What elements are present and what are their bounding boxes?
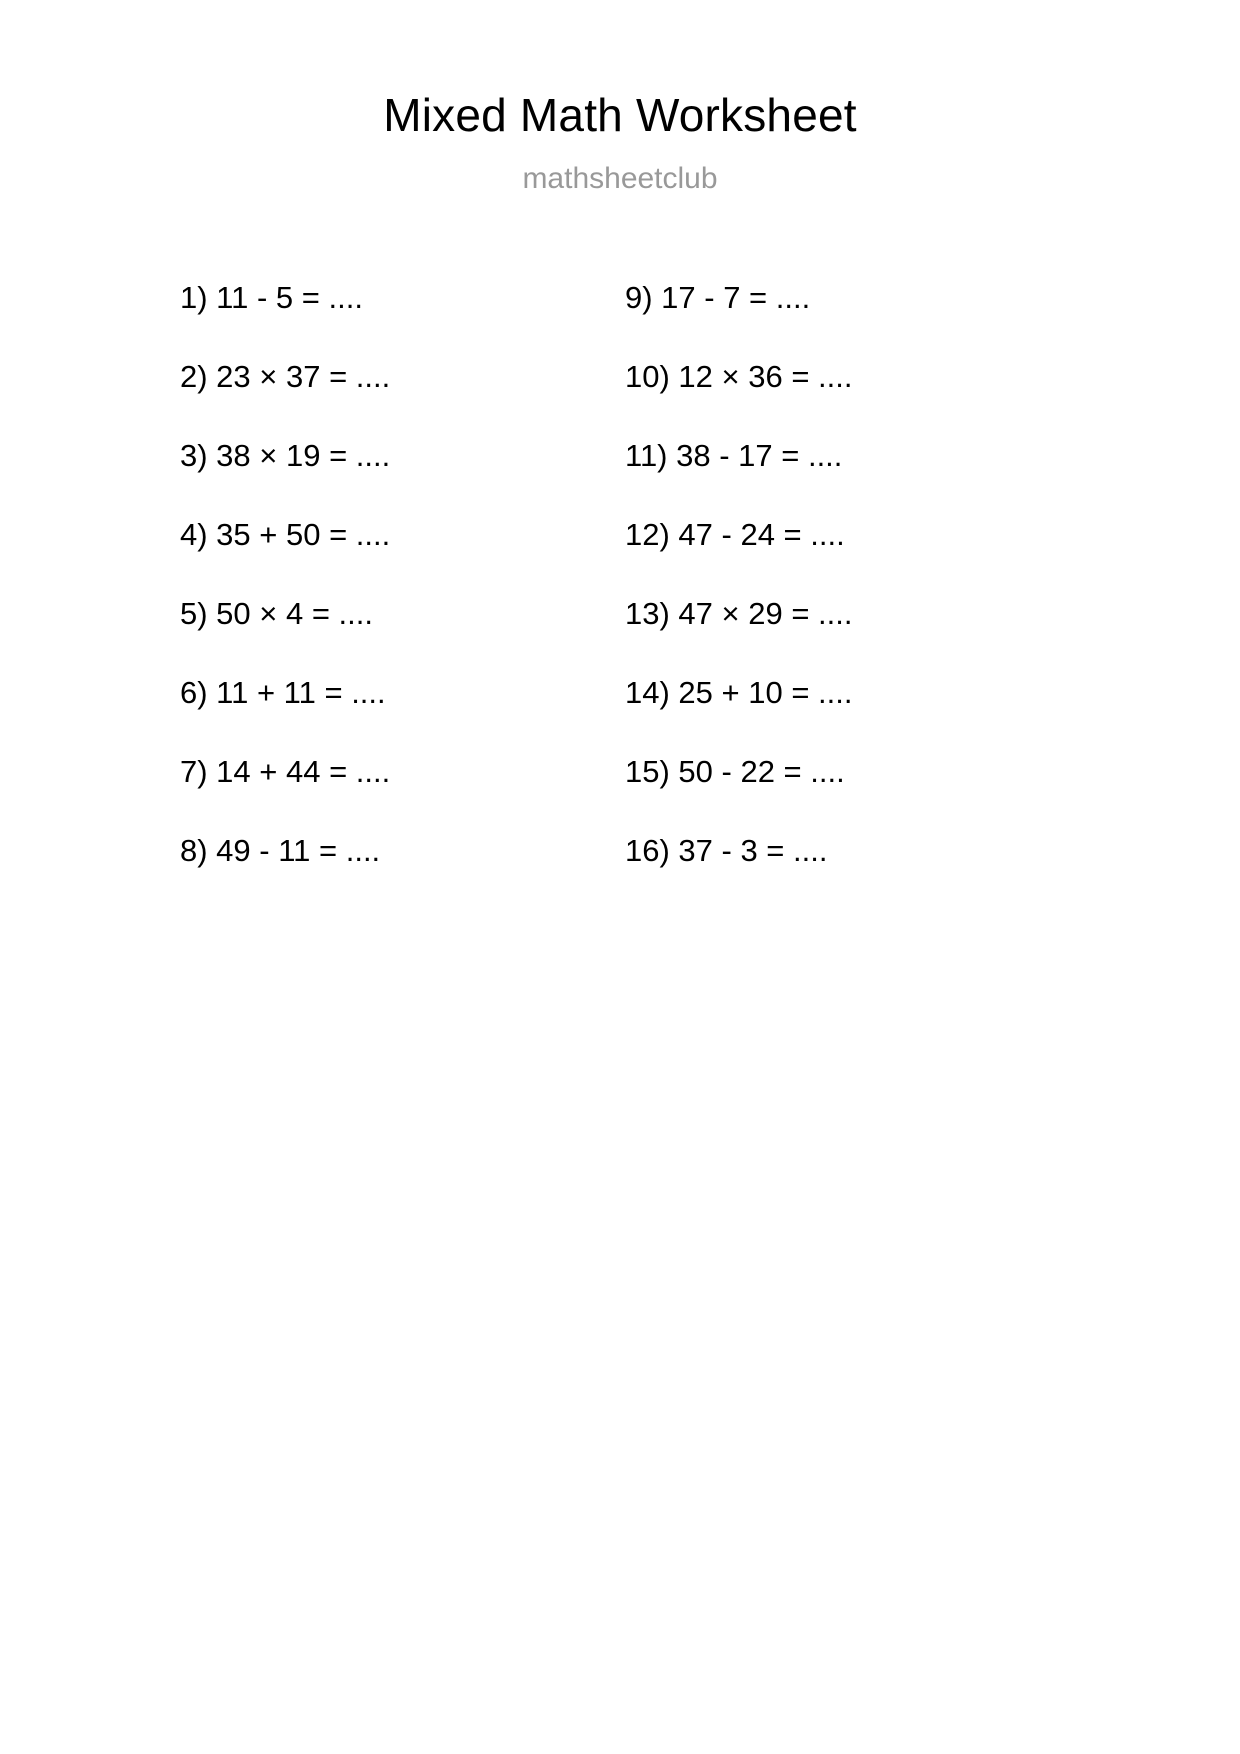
problem-item: 14) 25 + 10 = .... xyxy=(625,675,853,710)
problem-item: 9) 17 - 7 = .... xyxy=(625,280,811,315)
problem-item: 11) 38 - 17 = .... xyxy=(625,438,843,473)
problem-item: 15) 50 - 22 = .... xyxy=(625,754,845,789)
problem-item: 4) 35 + 50 = .... xyxy=(180,517,391,552)
problem-columns xyxy=(0,282,1240,914)
page-title: Mixed Math Worksheet xyxy=(383,89,857,141)
page-subtitle: mathsheetclub xyxy=(522,162,718,195)
problem-item: 16) 37 - 3 = .... xyxy=(625,833,828,868)
problem-item: 5) 50 × 4 = .... xyxy=(180,596,374,631)
problem-item: 6) 11 + 11 = .... xyxy=(180,675,386,710)
problem-item: 7) 14 + 44 = .... xyxy=(180,754,391,789)
problem-item: 12) 47 - 24 = .... xyxy=(625,517,845,552)
problem-column-right xyxy=(625,282,1070,914)
problem-item: 3) 38 × 19 = .... xyxy=(180,438,391,473)
problem-column-left xyxy=(180,282,625,914)
problem-item: 2) 23 × 37 = .... xyxy=(180,359,391,394)
problem-item: 8) 49 - 11 = .... xyxy=(180,833,381,868)
problem-item: 10) 12 × 36 = .... xyxy=(625,359,853,394)
problem-item: 1) 11 - 5 = .... xyxy=(180,280,363,315)
problem-item: 13) 47 × 29 = .... xyxy=(625,596,853,631)
